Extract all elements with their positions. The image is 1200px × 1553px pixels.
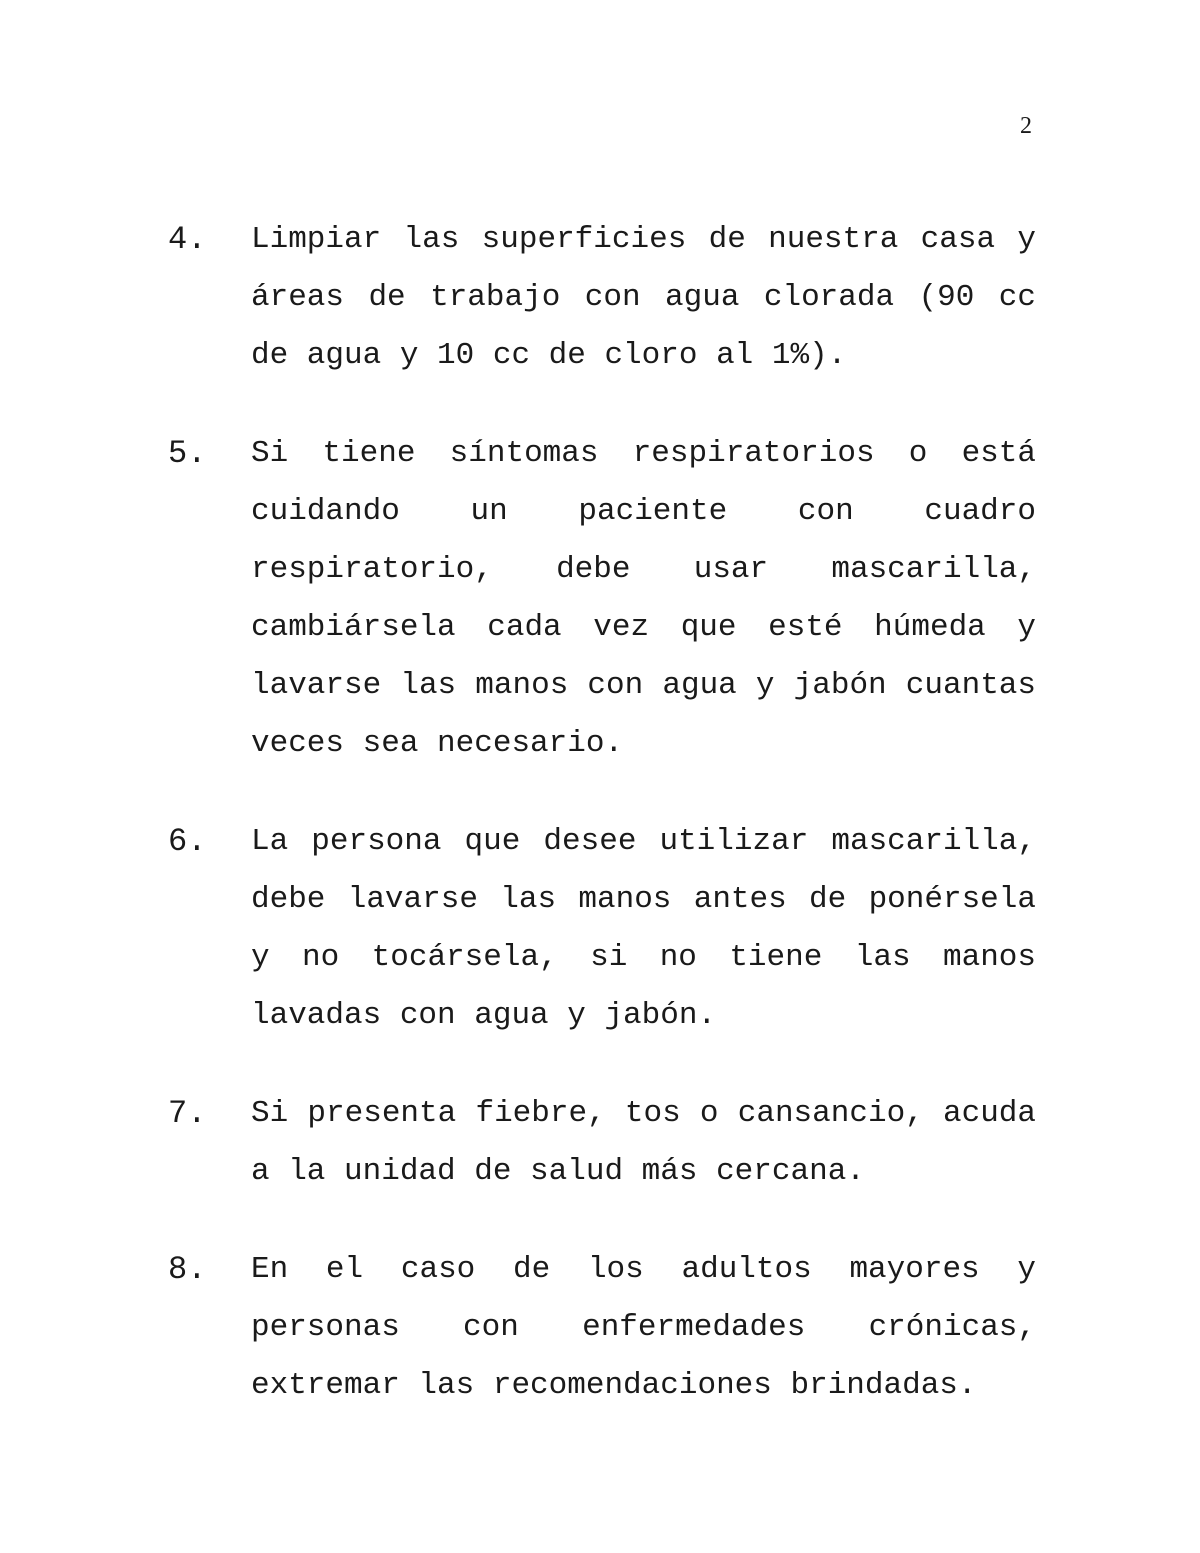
- list-item: [168, 211, 1036, 385]
- item-number: 6.: [168, 823, 207, 860]
- item-number: 4.: [168, 221, 207, 258]
- list-item: [168, 1085, 1036, 1201]
- list-item: [168, 1241, 1036, 1415]
- item-text: En el caso de los adultos mayores y personas con enfermedades crónicas, extremar las recomendaciones brindadas.: [251, 1252, 1036, 1403]
- item-text: La persona que desee utilizar mascarilla, debe lavarse las manos antes de ponérsela y no tocársela, si no tiene las manos lavadas con agua y jabón.: [251, 824, 1036, 1033]
- recommendations-list: [168, 211, 1036, 1455]
- page-number: 2: [1020, 113, 1032, 139]
- list-item: [168, 813, 1036, 1045]
- item-text: Si tiene síntomas respiratorios o está cuidando un paciente con cuadro respiratorio, debe usar mascarilla, cambiársela cada vez que esté húmeda y lavarse las manos con agua y jabón cuantas veces sea necesario.: [251, 436, 1036, 761]
- item-number: 8.: [168, 1251, 207, 1288]
- list-item: [168, 425, 1036, 773]
- item-number: 7.: [168, 1095, 207, 1132]
- item-number: 5.: [168, 435, 207, 472]
- item-text: Limpiar las superficies de nuestra casa y áreas de trabajo con agua clorada (90 cc de agua y 10 cc de cloro al 1%).: [251, 222, 1036, 373]
- item-text: Si presenta fiebre, tos o cansancio, acuda a la unidad de salud más cercana.: [251, 1096, 1036, 1189]
